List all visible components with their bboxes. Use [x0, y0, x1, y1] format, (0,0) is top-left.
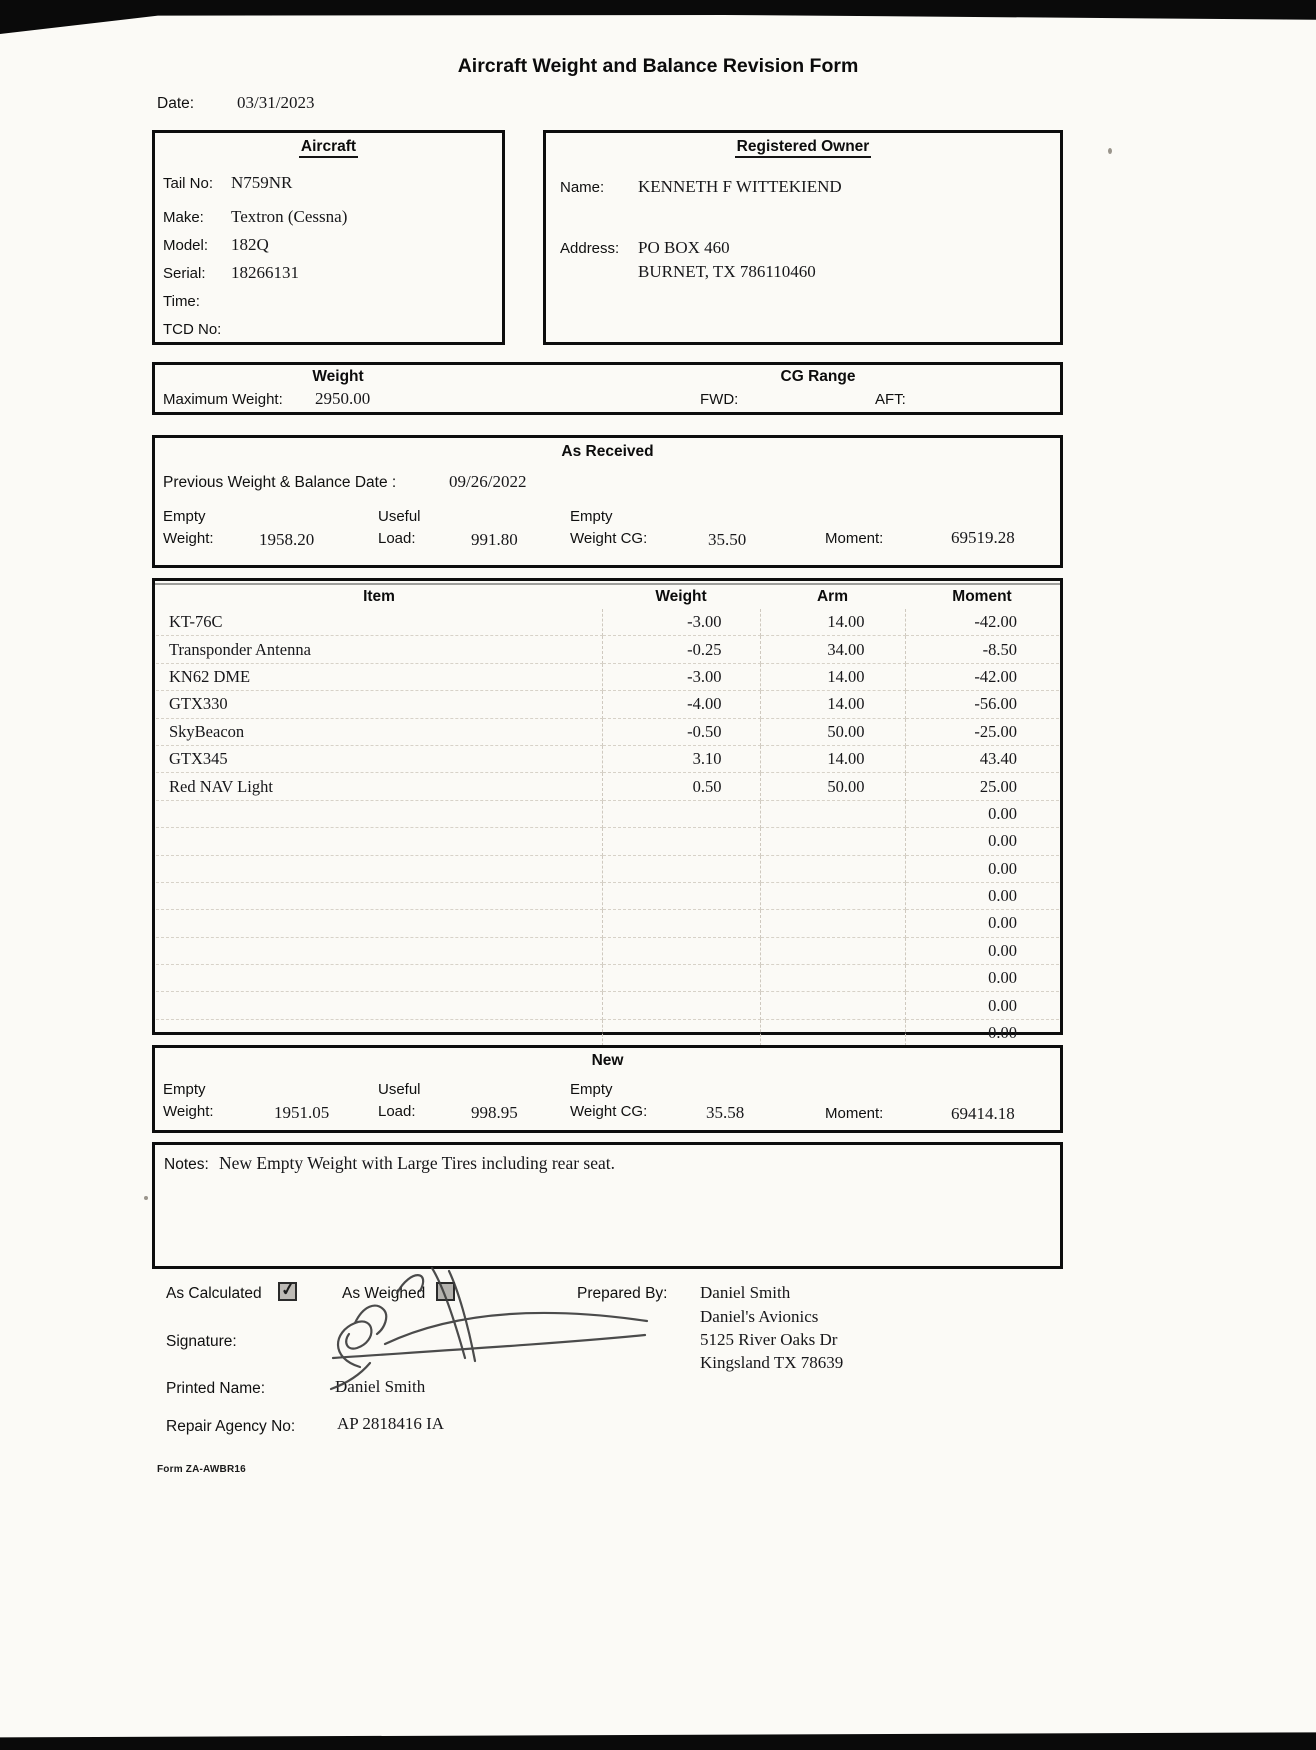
cell-moment: 0.00 [905, 910, 1059, 937]
as-weighed-label: As Weighed [342, 1285, 426, 1302]
aircraft-box [152, 130, 505, 345]
ar-empty-weight-cg-label: Empty Weight CG: [570, 508, 648, 547]
cell-item: SkyBeacon [156, 718, 602, 745]
notes-label: Notes: [164, 1156, 209, 1173]
table-row [156, 1019, 1059, 1046]
table-row [156, 718, 1059, 745]
cell-arm: 34.00 [760, 636, 905, 663]
cell-arm [760, 855, 905, 882]
cell-item: KT-76C [156, 609, 602, 636]
prepared-by-label: Prepared By: [577, 1285, 668, 1302]
prepared-by-line2: Daniel's Avionics [700, 1307, 819, 1326]
repair-agency-value: AP 2818416 IA [337, 1414, 445, 1433]
cell-moment: -8.50 [905, 636, 1059, 663]
checkmark-icon: ✓ [279, 1279, 297, 1300]
weight-header: Weight [312, 368, 364, 385]
prepared-by-line3: 5125 River Oaks Dr [700, 1330, 838, 1349]
cell-item [156, 910, 602, 937]
col-header-item: Item [363, 587, 395, 605]
cell-moment: 0.00 [988, 1023, 1017, 1043]
cell-arm [760, 1019, 905, 1046]
owner-address-line2: BURNET, TX 786110460 [638, 262, 816, 281]
table-row [156, 910, 1059, 937]
cell-arm: 14.00 [760, 663, 905, 690]
ar-moment-value: 69519.28 [951, 528, 1015, 547]
as-calculated-label: As Calculated [166, 1285, 262, 1302]
table-row [156, 636, 1059, 663]
scan-black-bar-top [0, 0, 1316, 34]
aircraft-field-make-value: Textron (Cessna) [231, 207, 348, 226]
cell-item [156, 937, 602, 964]
owner-header: Registered Owner [546, 138, 1060, 156]
cell-weight [602, 1019, 760, 1046]
ar-empty-weight-value: 1958.20 [259, 530, 315, 549]
cell-item: GTX345 [156, 745, 602, 772]
scan-artifact [144, 1196, 148, 1200]
fwd-label: FWD: [700, 391, 739, 408]
cell-arm [760, 828, 905, 855]
cell-item [156, 855, 602, 882]
aft-label: AFT: [875, 391, 906, 408]
cell-weight: -0.50 [602, 718, 760, 745]
new-empty-weight-cg-label: Empty Weight CG: [570, 1081, 648, 1120]
cell-weight: 0.50 [602, 773, 760, 800]
scan-black-bar-bottom [0, 1732, 1316, 1750]
registered-owner-box [543, 130, 1063, 345]
date-label: Date: [157, 95, 195, 112]
items-box [152, 578, 1063, 1043]
new-empty-weight-label: Empty Weight: [163, 1081, 214, 1120]
cell-weight [602, 910, 760, 937]
cell-moment: -56.00 [905, 691, 1059, 718]
repair-agency-label: Repair Agency No: [166, 1418, 296, 1435]
date-value: 03/31/2023 [237, 93, 315, 112]
table-row [156, 828, 1059, 855]
table-row [156, 965, 1059, 992]
cell-arm: 14.00 [760, 609, 905, 636]
table-row [156, 882, 1059, 909]
cell-item [156, 800, 602, 827]
table-row [156, 663, 1059, 690]
page-title: Aircraft Weight and Balance Revision Form [457, 55, 859, 77]
cell-moment: 0.00 [905, 800, 1059, 827]
table-row [156, 800, 1059, 827]
aircraft-field-model-value: 182Q [231, 235, 269, 254]
aircraft-field-tail-no-label: Tail No: [163, 175, 214, 192]
aircraft-field-time-label: Time: [163, 293, 200, 310]
aircraft-field-serial-label: Serial: [163, 265, 206, 282]
cell-item [156, 882, 602, 909]
cell-arm [760, 992, 905, 1019]
new-header: New [591, 1052, 624, 1069]
cell-moment: -25.00 [905, 718, 1059, 745]
cell-arm: 14.00 [760, 745, 905, 772]
new-moment-value: 69414.18 [951, 1104, 1015, 1123]
table-row [156, 745, 1059, 772]
cell-weight [602, 855, 760, 882]
new-useful-load-value: 998.95 [471, 1103, 518, 1122]
cell-moment: -42.00 [905, 663, 1059, 690]
aircraft-header: Aircraft [155, 138, 502, 156]
owner-address-label: Address: [560, 240, 620, 257]
cell-moment: 0.00 [905, 937, 1059, 964]
cell-weight [602, 965, 760, 992]
items-table-body [156, 609, 1059, 1046]
cell-moment: 25.00 [905, 773, 1059, 800]
cell-moment: 43.40 [905, 745, 1059, 772]
table-row [156, 609, 1059, 636]
table-row [156, 691, 1059, 718]
as-received-box [152, 435, 1063, 568]
cell-arm [760, 965, 905, 992]
owner-name-value: KENNETH F WITTEKIEND [638, 177, 842, 196]
table-row [156, 937, 1059, 964]
table-row [156, 855, 1059, 882]
cell-weight: -4.00 [602, 691, 760, 718]
owner-name-label: Name: [560, 179, 605, 196]
handwritten-signature [315, 1262, 660, 1392]
cell-weight: 3.10 [602, 745, 760, 772]
as-calculated-checkbox [278, 1279, 297, 1301]
cell-item: KN62 DME [156, 663, 602, 690]
items-table [156, 584, 1059, 1046]
cell-weight: -0.25 [602, 636, 760, 663]
previous-wb-date-value: 09/26/2022 [449, 472, 527, 491]
new-empty-weight-value: 1951.05 [274, 1103, 330, 1122]
cell-item: Transponder Antenna [156, 636, 602, 663]
col-header-weight: Weight [655, 587, 707, 605]
printed-name-label: Printed Name: [166, 1380, 266, 1397]
cell-weight [602, 992, 760, 1019]
notes-text: New Empty Weight with Large Tires including rear seat. [219, 1153, 615, 1173]
cell-arm [760, 910, 905, 937]
scan-artifact [1108, 148, 1112, 154]
aircraft-field-tail-no-value: N759NR [231, 173, 293, 192]
table-row [156, 992, 1059, 1019]
cell-moment: -42.00 [905, 609, 1059, 636]
cell-moment: 0.00 [905, 828, 1059, 855]
previous-wb-date-label: Previous Weight & Balance Date : [163, 474, 397, 491]
cell-arm [760, 882, 905, 909]
cell-item: GTX330 [156, 691, 602, 718]
cell-item: Red NAV Light [156, 773, 602, 800]
new-box [152, 1045, 1063, 1133]
cell-moment: 0.00 [905, 992, 1059, 1019]
signature-label: Signature: [166, 1333, 237, 1350]
cell-arm [760, 800, 905, 827]
items-header-row [156, 584, 1059, 609]
weight-cg-box [152, 362, 1063, 415]
cell-arm: 50.00 [760, 718, 905, 745]
cell-weight: -3.00 [602, 609, 760, 636]
new-moment-label: Moment: [825, 1105, 884, 1122]
aircraft-field-model-label: Model: [163, 237, 209, 254]
cell-weight [602, 882, 760, 909]
prepared-by-line4: Kingsland TX 78639 [700, 1353, 844, 1372]
form-code: Form ZA-AWBR16 [157, 1464, 246, 1475]
cell-item [156, 992, 602, 1019]
printed-name-value: Daniel Smith [335, 1377, 426, 1396]
cell-moment: 0.00 [905, 855, 1059, 882]
notes-box [152, 1142, 1063, 1269]
prepared-by-line1: Daniel Smith [700, 1283, 791, 1302]
col-header-arm: Arm [816, 587, 848, 605]
owner-address-line1: PO BOX 460 [638, 238, 730, 257]
cell-moment: 0.00 [905, 882, 1059, 909]
table-row [156, 773, 1059, 800]
cell-weight [602, 828, 760, 855]
cell-arm: 50.00 [760, 773, 905, 800]
as-received-header: As Received [561, 443, 654, 460]
ar-moment-label: Moment: [825, 530, 884, 547]
ar-empty-weight-cg-value: 35.50 [708, 530, 747, 549]
max-weight-value: 2950.00 [315, 389, 371, 408]
cell-moment: 0.00 [905, 965, 1059, 992]
col-header-moment: Moment [952, 587, 1012, 605]
new-useful-load-label: Useful Load: [378, 1081, 421, 1120]
cell-weight: -3.00 [602, 663, 760, 690]
max-weight-label: Maximum Weight: [163, 391, 283, 408]
ar-useful-load-label: Useful Load: [378, 508, 421, 547]
aircraft-field-serial-value: 18266131 [231, 263, 299, 282]
aircraft-field-tcd-label: TCD No: [163, 321, 222, 338]
cg-range-header: CG Range [780, 368, 856, 385]
cell-arm [760, 937, 905, 964]
aircraft-field-make-label: Make: [163, 209, 204, 226]
cell-arm: 14.00 [760, 691, 905, 718]
ar-empty-weight-label: Empty Weight: [163, 508, 214, 547]
cell-item [156, 965, 602, 992]
cell-weight [602, 800, 760, 827]
new-empty-weight-cg-value: 35.58 [706, 1103, 745, 1122]
cell-weight [602, 937, 760, 964]
cell-item [156, 1019, 602, 1046]
cell-item [156, 828, 602, 855]
ar-useful-load-value: 991.80 [471, 530, 518, 549]
